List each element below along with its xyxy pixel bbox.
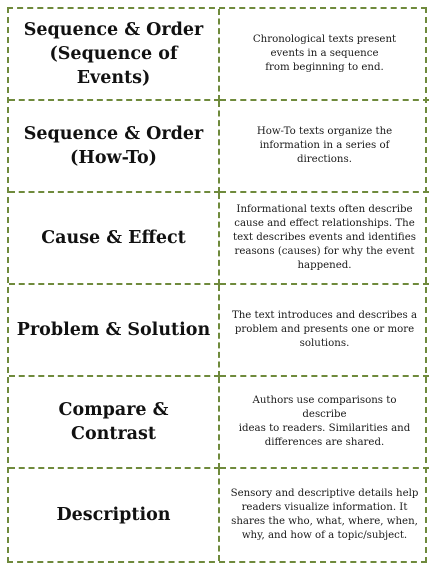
definition-text: Authors use comparisons to describe ideas to readers. Similarities and differences are shared. [238,394,411,449]
card-definition-description [220,469,429,561]
definition-text: Chronological texts present events in a sequence from beginning to end. [252,33,397,74]
card-term-problem-solution [9,285,220,377]
card-definition-cause-effect [220,193,429,285]
card-definition-how-to [220,101,429,193]
card-term-how-to [9,101,220,193]
text-structure-card-sheet [7,7,427,563]
term-label: Description [56,504,171,525]
card-definition-sequence-events [220,9,429,101]
card-definition-compare-contrast [220,377,429,469]
definition-text: Sensory and descriptive details help readers visualize information. It shares the who, what, where, when, why, and how of a topic/subject. [230,487,419,542]
card-term-cause-effect [9,193,220,285]
card-term-description [9,469,220,561]
definition-text: How-To texts organize the information in a series of directions. [256,125,393,166]
term-label: Compare & Contrast [58,399,169,444]
definition-text: The text introduces and describes a problem and presents one or more solutions. [231,309,418,350]
term-label: Sequence & Order (Sequence of Events) [23,19,204,89]
term-label: Problem & Solution [16,319,211,340]
card-term-sequence-events [9,9,220,101]
term-label: Cause & Effect [41,227,186,248]
definition-text: Informational texts often describe cause and effect relationships. The text describes events and identifies reasons (causes) for why the event happened. [233,203,416,272]
card-term-compare-contrast [9,377,220,469]
term-label: Sequence & Order (How-To) [23,123,204,168]
card-definition-problem-solution [220,285,429,377]
